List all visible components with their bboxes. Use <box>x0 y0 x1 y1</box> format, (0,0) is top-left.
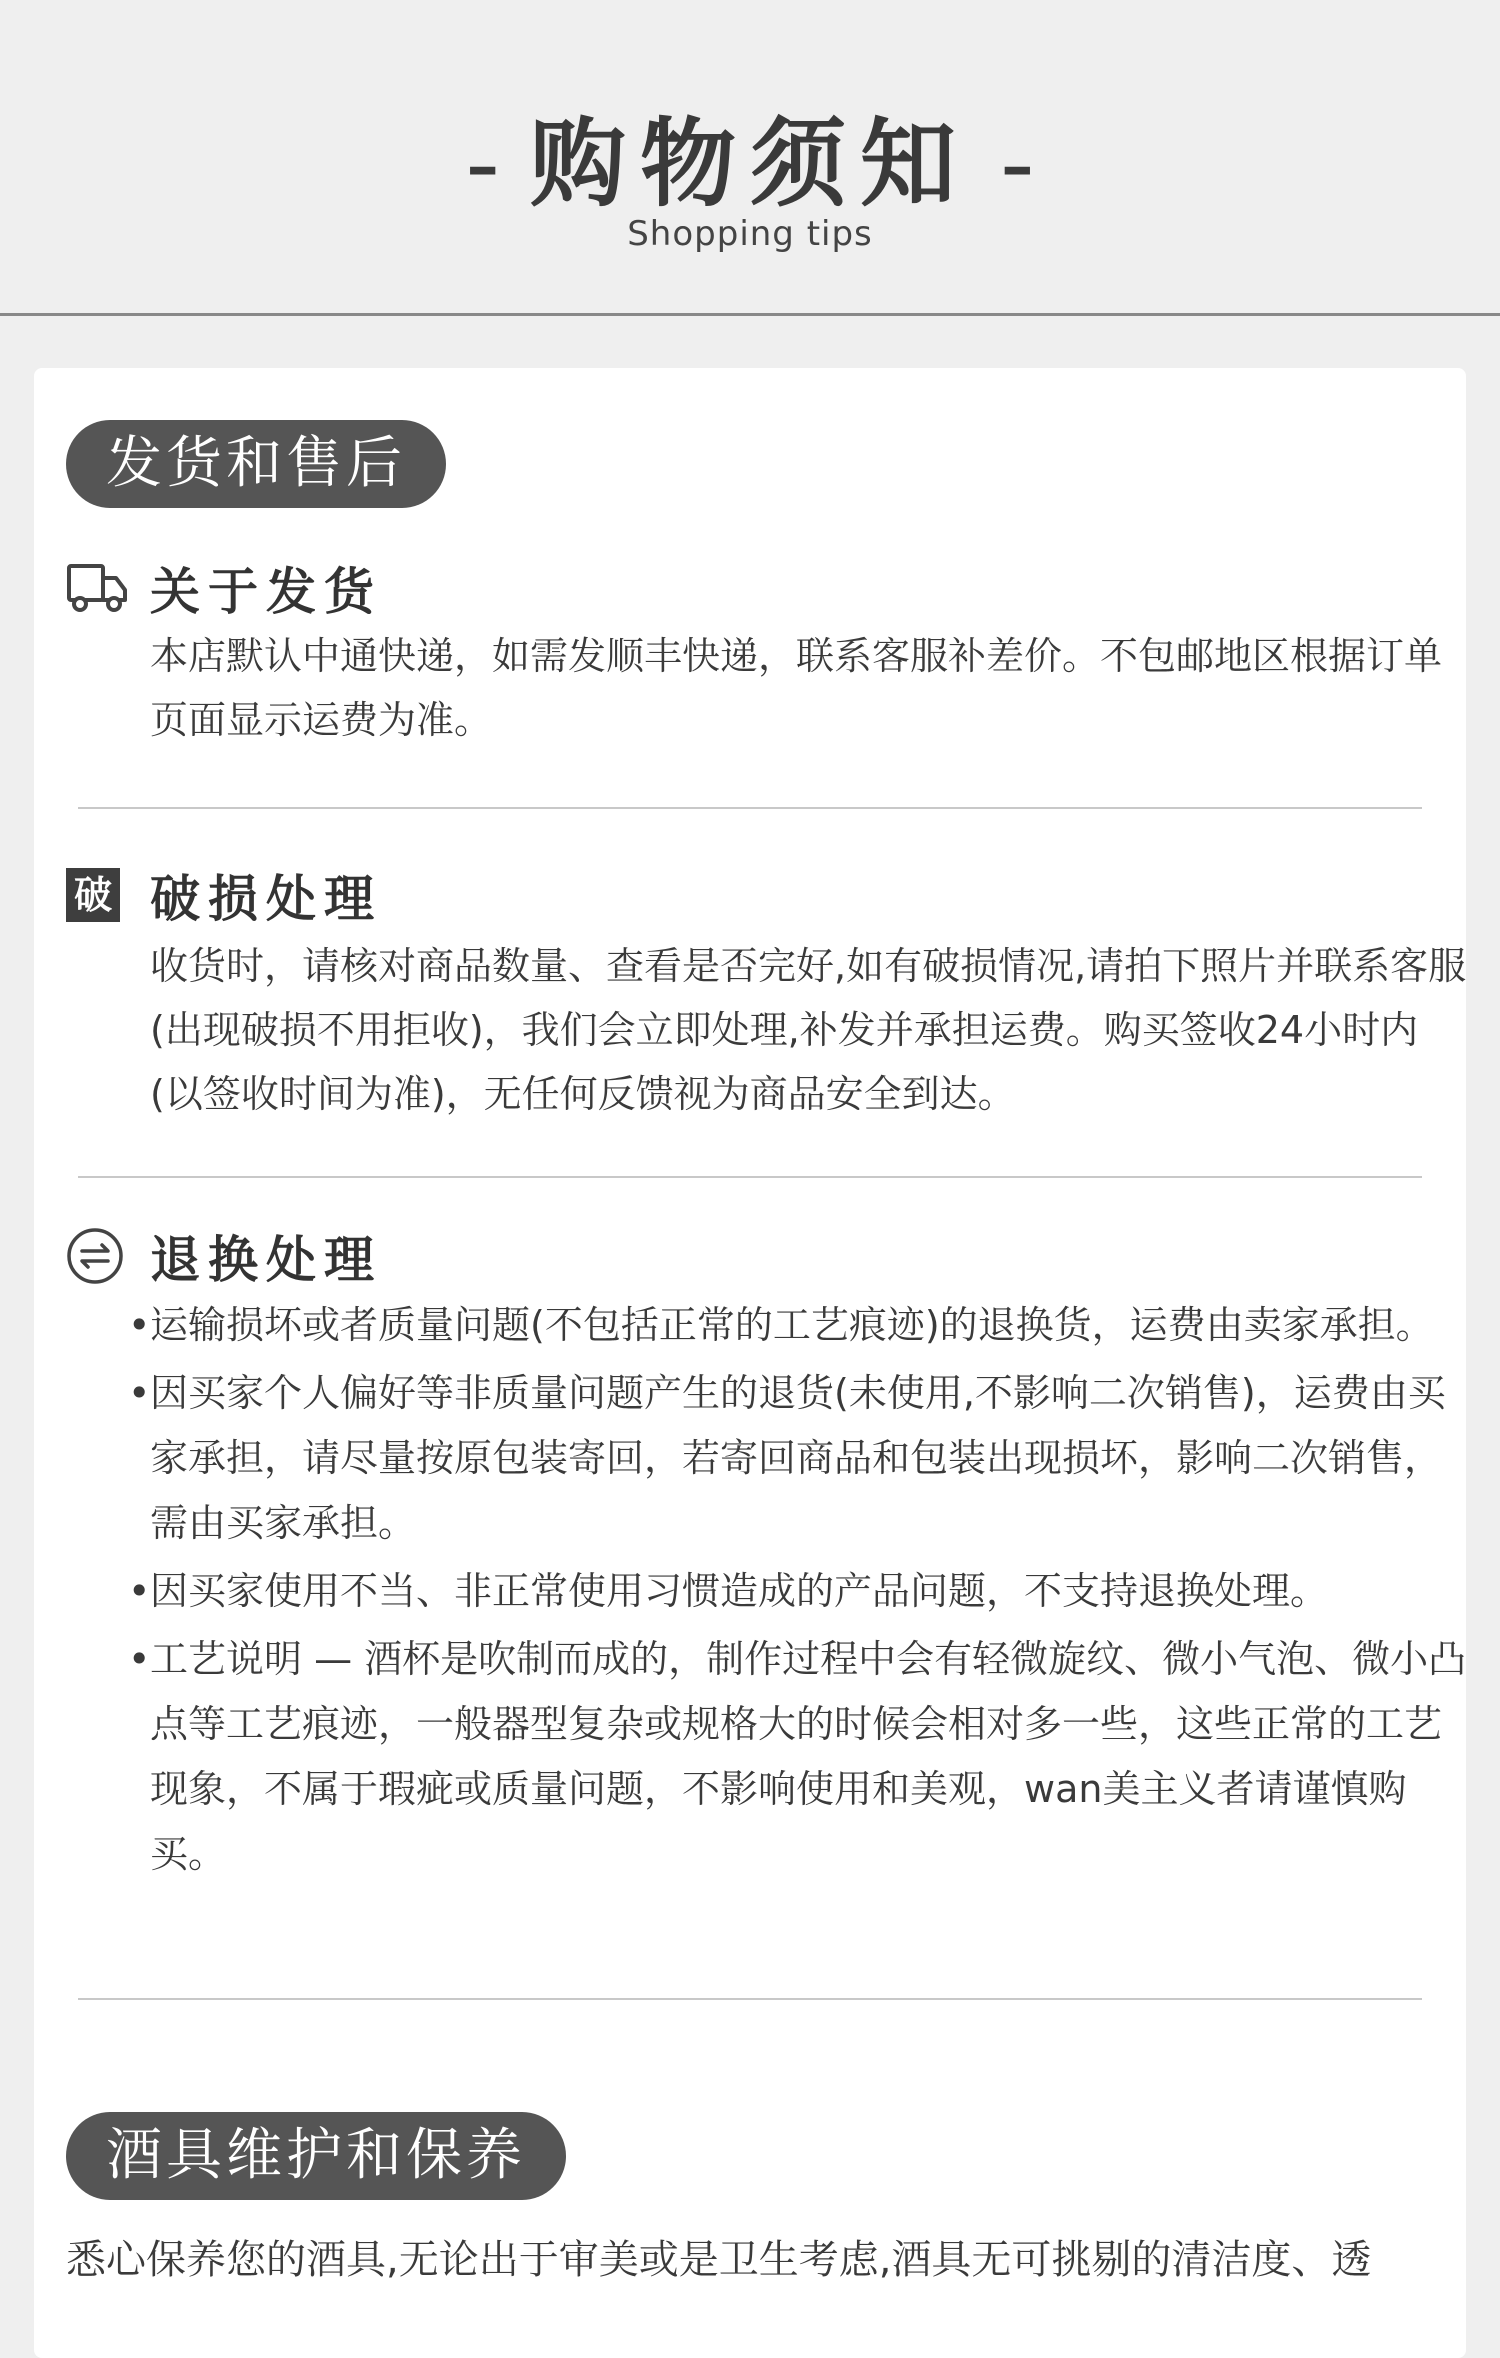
broken-icon <box>66 865 128 925</box>
list-item-text: 因买家个人偏好等非质量问题产生的退货(未使用,不影响二次销售)，运费由买家承担，请尽量按原包装寄回，若寄回商品和包装出现损坏，影响二次销售，需由买家承担。 <box>150 1371 1446 1545</box>
list-item <box>128 1559 1472 1624</box>
section-pill-care: 酒具维护和保养 <box>66 2112 566 2200</box>
care-text: 悉心保养您的酒具,无论出于审美或是卫生考虑,酒具无可挑剔的清洁度、透 <box>66 2237 1372 2283</box>
returns-list <box>128 1293 1472 1890</box>
divider <box>78 1998 1422 2000</box>
damage-title: 破损处理 <box>150 870 382 928</box>
list-item-text: 因买家使用不当、非正常使用习惯造成的产品问题，不支持退换处理。 <box>150 1569 1329 1613</box>
damage-text: 收货时，请核对商品数量、查看是否完好,如有破损情况,请拍下照片并联系客服(出现破损不用拒收)，我们会立即处理,补发并承担运费。购买签收24小时内(以签收时间为准)，无任何反馈视为商品安全到达。 <box>150 944 1467 1116</box>
bullet-dot: • <box>128 1371 151 1415</box>
list-item <box>128 1627 1472 1887</box>
delivery-heading <box>66 558 382 621</box>
returns-heading <box>66 1226 382 1289</box>
page-title <box>0 88 1500 225</box>
bullet-dot: • <box>128 1569 151 1613</box>
list-item <box>128 1361 1472 1556</box>
section-pill-shipping: 发货和售后 <box>66 420 446 508</box>
truck-icon <box>66 558 128 618</box>
list-item-text: 工艺说明 — 酒杯是吹制而成的，制作过程中会有轻微旋纹、微小气泡、微小凸点等工艺痕迹，一般器型复杂或规格大的时候会相对多一些，这些正常的工艺现象，不属于瑕疵或质量问题，不影响使用和美观，wan美主义者请谨慎购买。 <box>150 1637 1467 1876</box>
page-header <box>0 0 1500 316</box>
returns-title: 退换处理 <box>150 1231 382 1289</box>
divider <box>78 807 1422 809</box>
list-item-text: 运输损坏或者质量问题(不包括正常的工艺痕迹)的退换货，运费由卖家承担。 <box>150 1303 1434 1347</box>
broken-icon-char: 破 <box>66 868 120 922</box>
exchange-icon <box>66 1226 128 1286</box>
delivery-text: 本店默认中通快递，如需发顺丰快递，联系客服补差价。不包邮地区根据订单页面显示运费为准。 <box>150 634 1443 742</box>
page-title-text: 购物须知 <box>530 108 970 220</box>
title-dash-right: - <box>1000 108 1035 220</box>
bullet-dot: • <box>128 1303 151 1347</box>
damage-heading <box>66 865 382 928</box>
list-item <box>128 1293 1472 1358</box>
content-card <box>34 368 1466 2358</box>
bullet-dot: • <box>128 1637 151 1681</box>
delivery-title: 关于发货 <box>150 563 382 621</box>
page-subtitle: Shopping tips <box>627 214 873 254</box>
title-dash-left: - <box>465 108 500 220</box>
divider <box>78 1176 1422 1178</box>
